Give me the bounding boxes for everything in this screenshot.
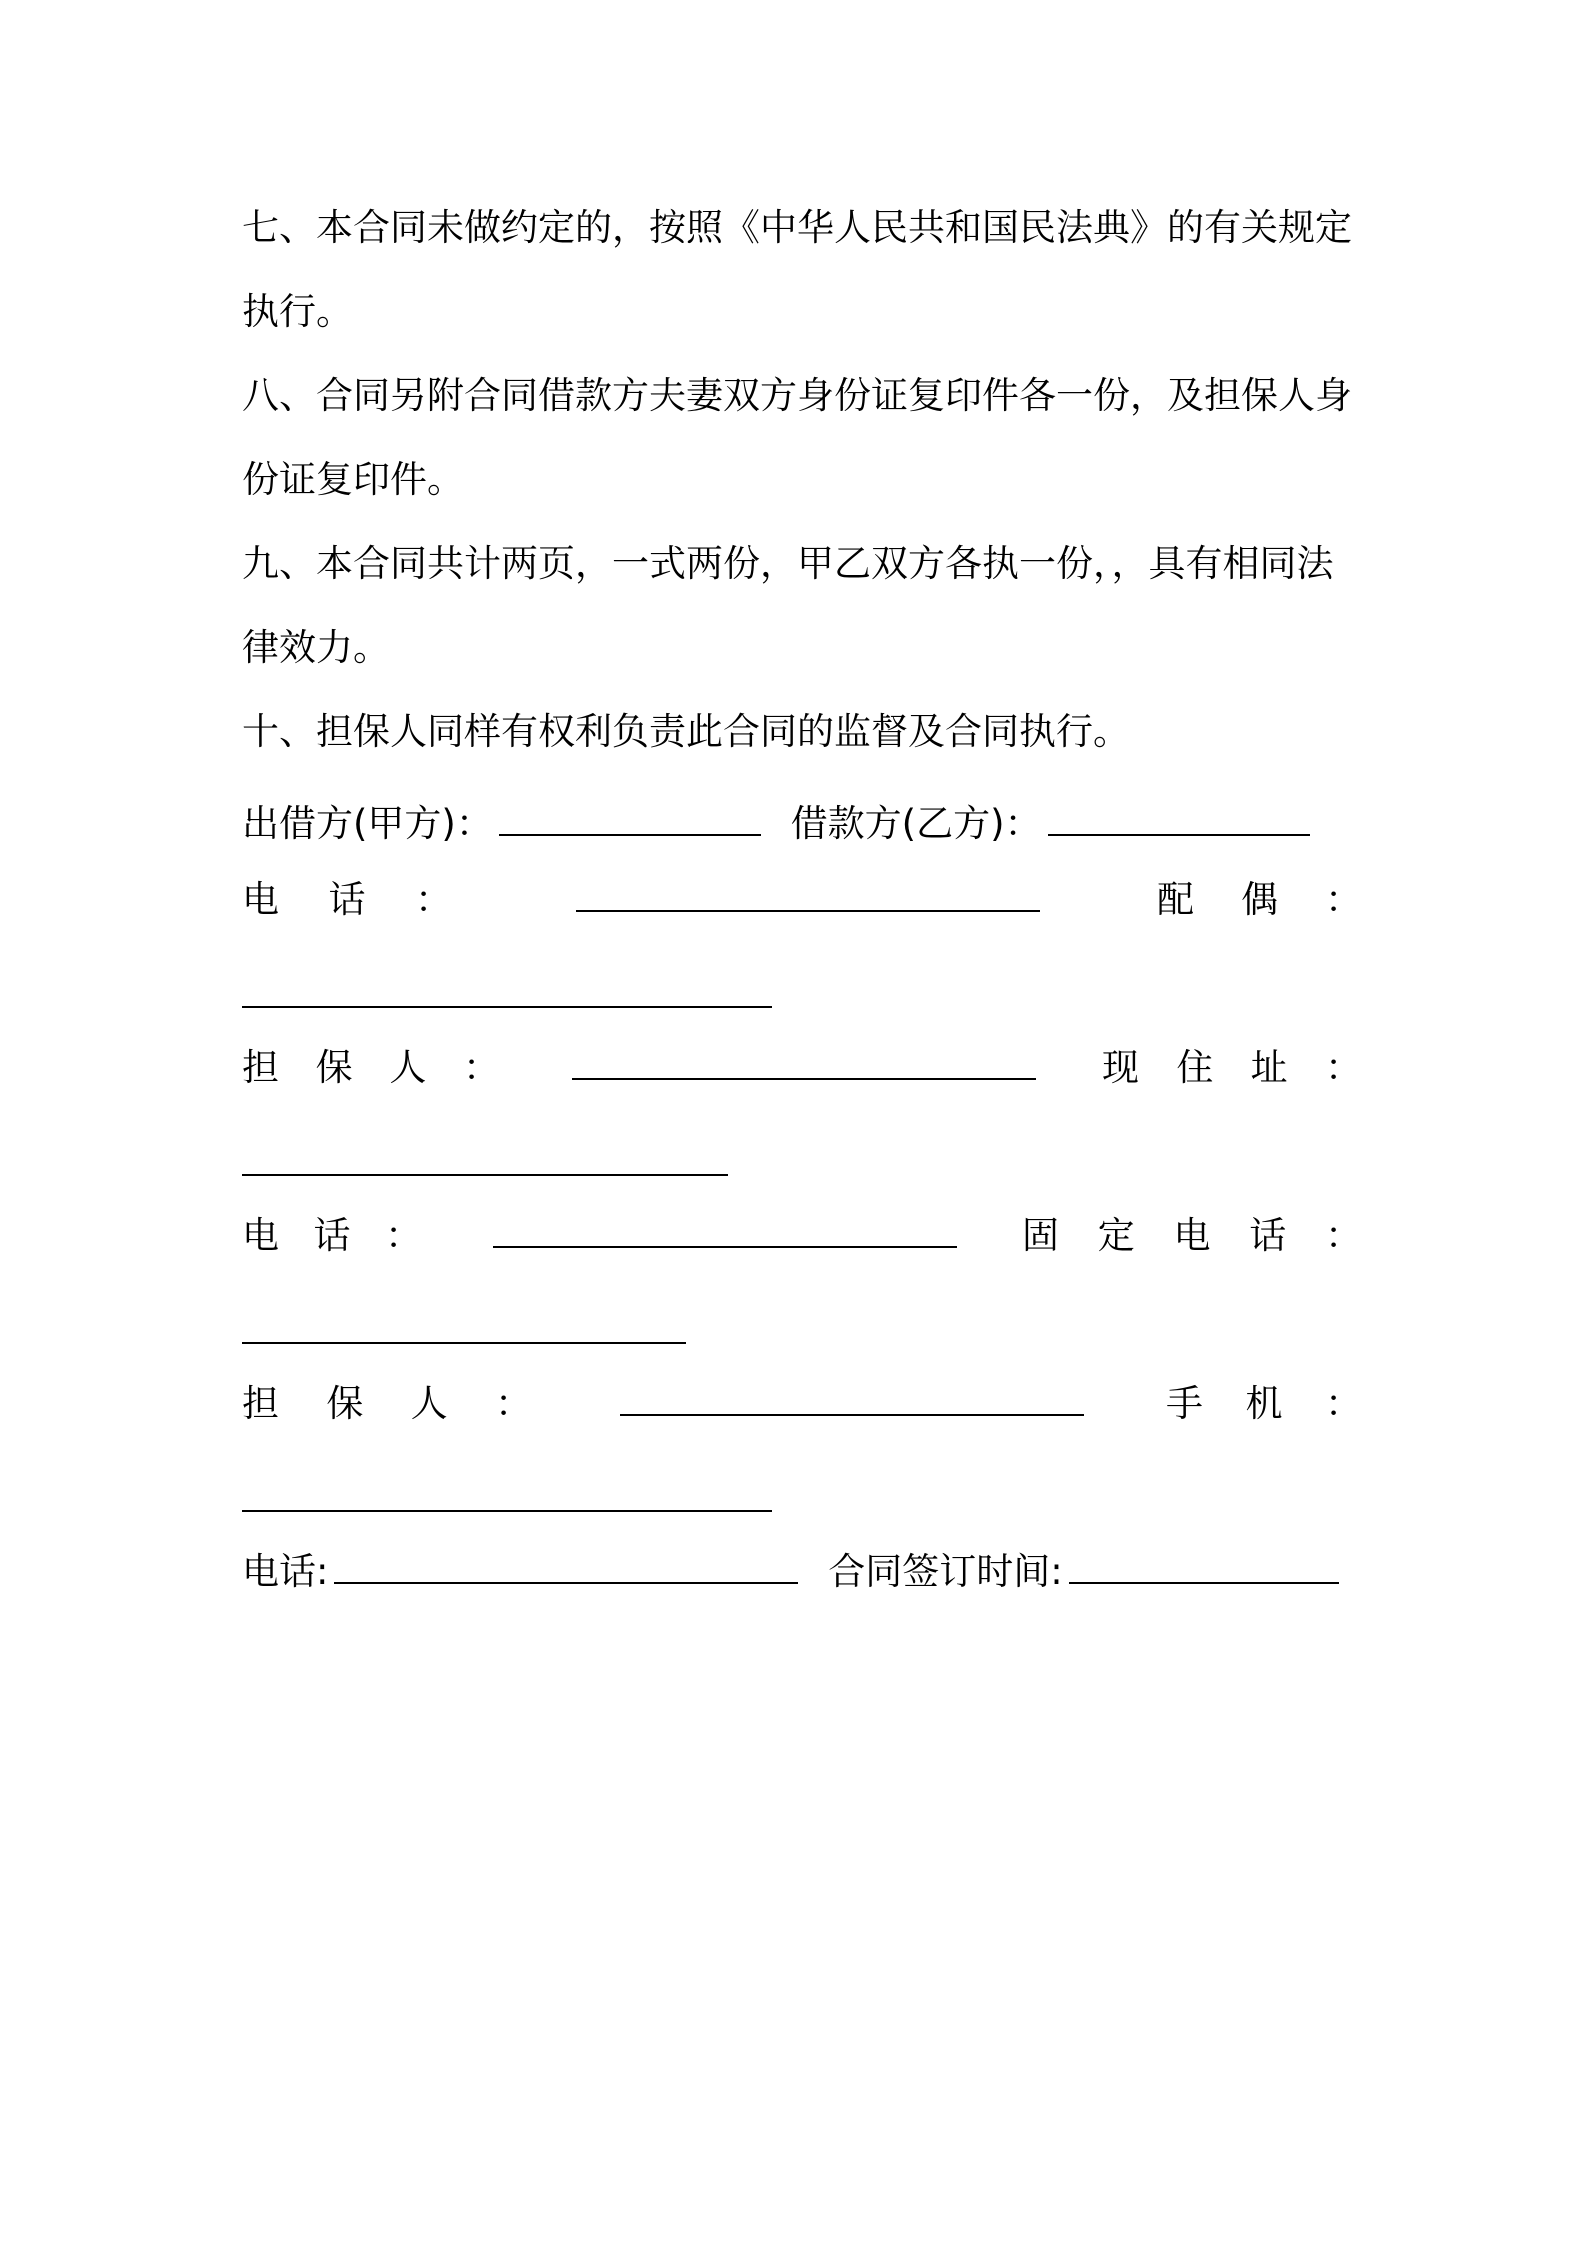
phone-spouse-row <box>242 872 1362 928</box>
borrower-label: 借款方(乙方)： <box>790 802 1042 845</box>
guarantor-label-1: 担 保 人 ： <box>242 1046 500 1089</box>
guarantor-mobile-row <box>242 1376 1362 1432</box>
phone-landline-row <box>242 1208 1362 1264</box>
landline-blank[interactable] <box>242 1342 686 1344</box>
clause-8-line-1: 八、合同另附合同借款方夫妻双方身份证复印件各一份，及担保人身 <box>242 374 1352 417</box>
phone-blank-2[interactable] <box>493 1208 957 1248</box>
guarantor-blank-2[interactable] <box>620 1376 1084 1416</box>
clause-7-line-2: 执行。 <box>242 290 353 333</box>
clause-9-line-2: 律效力。 <box>242 626 390 669</box>
address-label: 现 住 址 ： <box>1102 1046 1362 1089</box>
lender-label: 出借方(甲方)： <box>242 802 493 845</box>
lender-field <box>242 796 761 852</box>
spouse-label: 配 偶 ： <box>1157 878 1362 921</box>
guarantor-blank-1[interactable] <box>572 1040 1036 1080</box>
lender-blank[interactable] <box>499 796 761 836</box>
phone-label-3: 电话: <box>242 1550 329 1593</box>
phone-blank-1[interactable] <box>576 872 1040 912</box>
guarantor-label-2: 担 保 人 ： <box>242 1382 532 1425</box>
landline-label: 固 定 电 话 ： <box>1022 1214 1362 1257</box>
address-blank[interactable] <box>242 1174 728 1176</box>
phone-field-3 <box>242 1544 798 1600</box>
borrower-blank[interactable] <box>1048 796 1310 836</box>
spouse-blank[interactable] <box>242 1006 772 1008</box>
mobile-label: 手 机 ： <box>1166 1382 1362 1425</box>
guarantor-address-row-1 <box>242 1040 1362 1096</box>
mobile-blank[interactable] <box>242 1510 772 1512</box>
clause-10: 十、担保人同样有权利负责此合同的监督及合同执行。 <box>242 710 1130 753</box>
phone-blank-3[interactable] <box>334 1544 798 1584</box>
sign-date-blank[interactable] <box>1069 1544 1339 1584</box>
lender-borrower-row <box>242 796 1362 852</box>
sign-date-field <box>828 1544 1338 1600</box>
clause-9-line-1: 九、本合同共计两页，一式两份，甲乙双方各执一份，，具有相同法 <box>242 542 1334 585</box>
clause-8-line-2: 份证复印件。 <box>242 458 464 501</box>
sign-date-label: 合同签订时间: <box>828 1550 1063 1593</box>
borrower-field <box>791 796 1310 852</box>
phone-signdate-row <box>242 1544 1362 1600</box>
clause-7-line-1: 七、本合同未做约定的，按照《中华人民共和国民法典》的有关规定 <box>242 206 1352 249</box>
phone-label-2: 电 话 ： <box>242 1214 422 1257</box>
phone-label-1: 电 话 ： <box>242 878 452 921</box>
